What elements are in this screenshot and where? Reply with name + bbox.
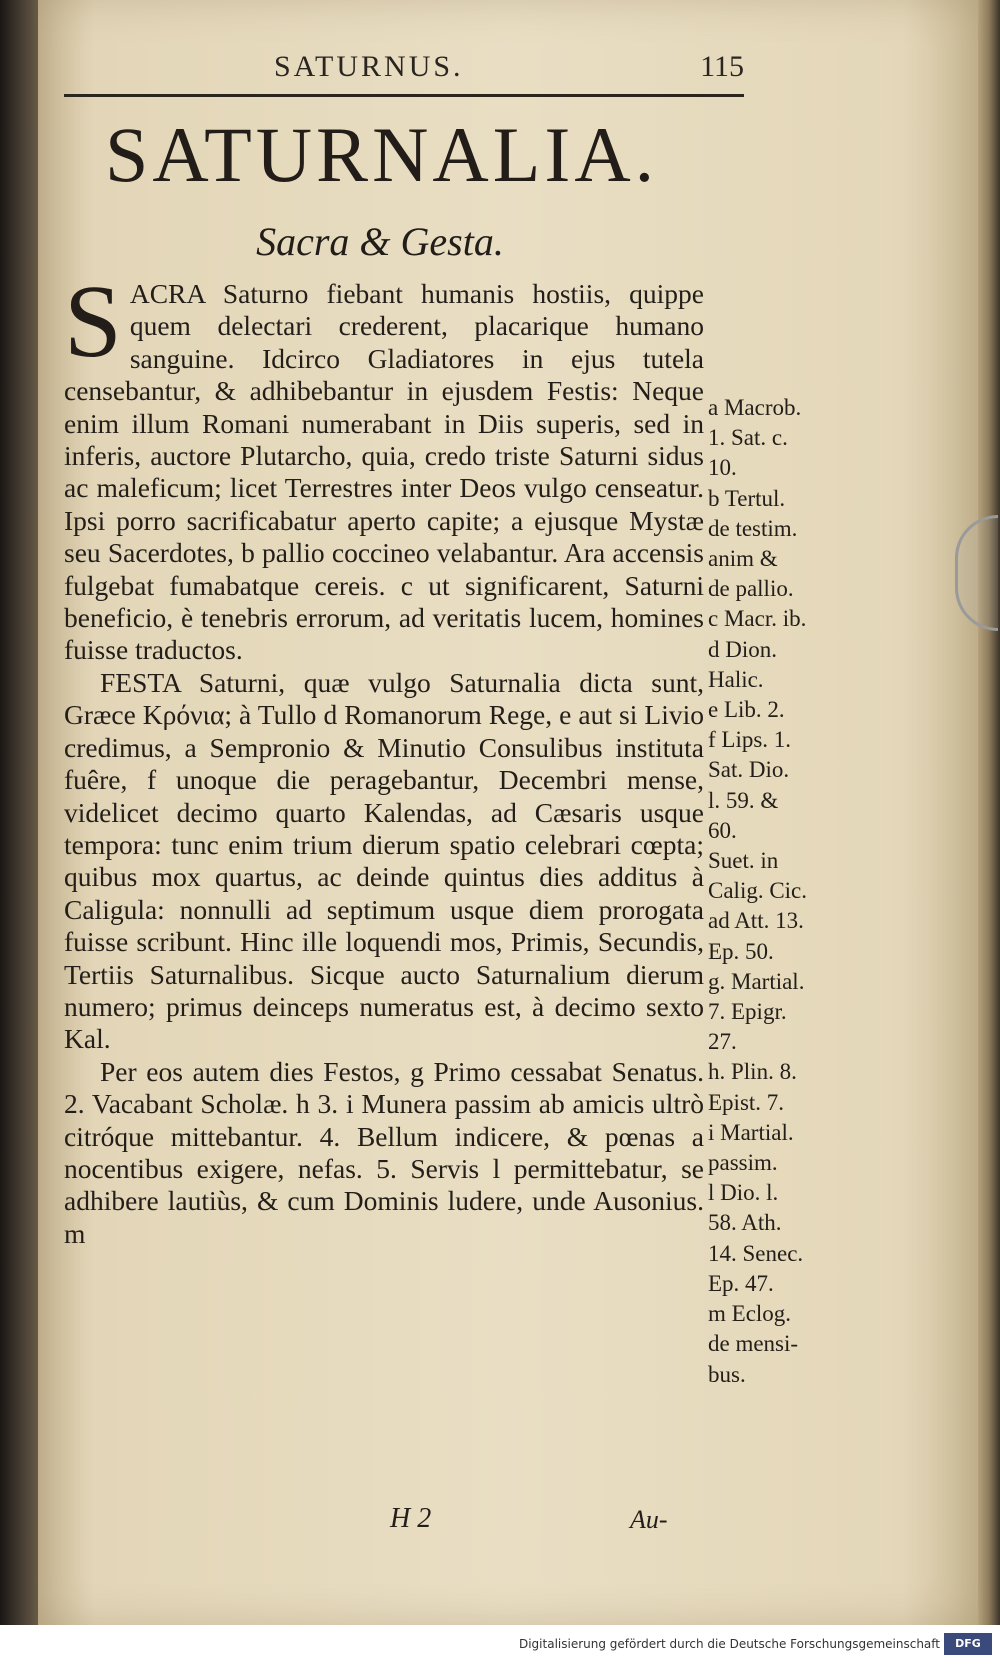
margin-note: Ep. 47. <box>708 1270 774 1296</box>
margin-note: de pallio. <box>708 576 794 602</box>
chapter-title: SATURNALIA. <box>105 111 659 198</box>
margin-note: de mensi- <box>708 1331 799 1357</box>
margin-note: anim & <box>708 546 778 572</box>
margin-note: Ep. 50. <box>708 938 774 964</box>
paragraph-2: FESTA Saturni, quæ vulgo Saturnalia dicta sunt, Græce Κρόνια; à Tullo d Romanorum Rege, e aut si Livio credimus, a Sempronio & Minutio Consulibus instituta fuêre, f unoque die peragebantur, Decembri mense, videlicet decimo quarto Kalendas, ad Cæsaris usque tempora: tunc enim trium dierum spatio celebrari cœpta; quibus mox quartus, ac deinde quintus dies additus à Caligula: nonnulli ad septimum usque diem prorogata fuisse scribunt. Hinc ille loquendi mos, Primis, Secundis, Tertiis Saturnalibus. Sicque aucto Saturnalium dierum numero; primus deinceps numeratus est, à decimo sexto Kal. <box>64 666 704 1055</box>
margin-note: Calig. Cic. <box>708 878 808 904</box>
margin-note: 14. Senec. <box>708 1240 804 1266</box>
margin-note: passim. <box>708 1150 778 1176</box>
margin-note: b Tertul. <box>708 485 786 511</box>
margin-notes <box>708 393 858 1390</box>
paragraph-3: Per eos autem dies Festos, g Primo cessabat Senatus. 2. Vacabant Scholæ. h 3. i Munera passim ab amicis ultrò citróque mittebantur. 4. Bellum indicere, & pœnas a nocentibus exigere, nefas. 5. Servis l permittebatur, se adhibere lautiùs, & cum Dominis ludere, unde Ausonius. m <box>64 1055 704 1249</box>
margin-note: e Lib. 2. <box>708 697 785 723</box>
margin-note: bus. <box>708 1361 746 1387</box>
body-text <box>64 264 704 1250</box>
margin-note: Halic. <box>708 666 764 692</box>
digitization-credit: Digitalisierung gefördert durch die Deutsche Forschungsgemeinschaft <box>518 1637 940 1651</box>
margin-note: 10. <box>708 455 737 481</box>
margin-note: 60. <box>708 817 737 843</box>
page-edge-right <box>978 0 1000 1625</box>
margin-note: de testim. <box>708 515 798 541</box>
margin-note: 27. <box>708 1029 737 1055</box>
margin-note: 1. Sat. c. <box>708 425 788 451</box>
page-number: 115 <box>700 50 744 83</box>
margin-note: i Martial. <box>708 1119 794 1145</box>
signature-mark: H 2 <box>390 1503 432 1534</box>
margin-note: ad Att. 13. <box>708 908 804 934</box>
running-head <box>64 44 744 97</box>
catchword: Au- <box>630 1505 668 1534</box>
margin-note: l Dio. l. <box>708 1180 779 1206</box>
margin-note: l. 59. & <box>708 787 779 813</box>
margin-note: m Eclog. <box>708 1301 792 1327</box>
margin-note: a Macrob. <box>708 395 802 420</box>
margin-note: g. Martial. <box>708 968 805 994</box>
margin-note: 7. Epigr. <box>708 999 787 1025</box>
chapter-subtitle: Sacra & Gesta. <box>256 219 504 264</box>
margin-note: Epist. 7. <box>708 1089 785 1115</box>
drop-cap: S <box>64 264 122 379</box>
margin-note: 58. Ath. <box>708 1210 782 1236</box>
margin-note: f Lips. 1. <box>708 727 792 753</box>
paragraph-1 <box>64 264 704 667</box>
margin-note: h. Plin. 8. <box>708 1059 797 1085</box>
running-head-title: SATURNUS. <box>274 50 464 83</box>
dfg-logo: DFG <box>944 1633 992 1655</box>
margin-note: d Dion. <box>708 636 777 662</box>
margin-note: c Macr. ib. <box>708 606 807 632</box>
paragraph-1-text: ACRA Saturno fiebant humanis hostiis, quippe quem delectari crederent, placarique humano sanguine. Idcirco Gladiatores in ejus tutela censebantur, & adhibebantur in ejusdem Festis: Neque enim illum Romani numerabant in Diis superis, sed in inferis, auctore Plutarcho, quia, credo triste Saturni sidus ac maleficum; licet Terrestres inter Deos vulgo censeatur. Ipsi porro sacrificabatur aperto capite; a ejusque Mystæ seu Sacerdotes, b pallio coccineo velabantur. Ara accensis fulgebat fumabatque cereis. c ut significarent, Saturni beneficio, è tenebris errorum, ad veritatis lucem, homines fuisse traductos. <box>64 278 704 666</box>
margin-note: Suet. in <box>708 848 779 874</box>
margin-note: Sat. Dio. <box>708 757 790 783</box>
digitization-footer <box>0 1625 1000 1670</box>
